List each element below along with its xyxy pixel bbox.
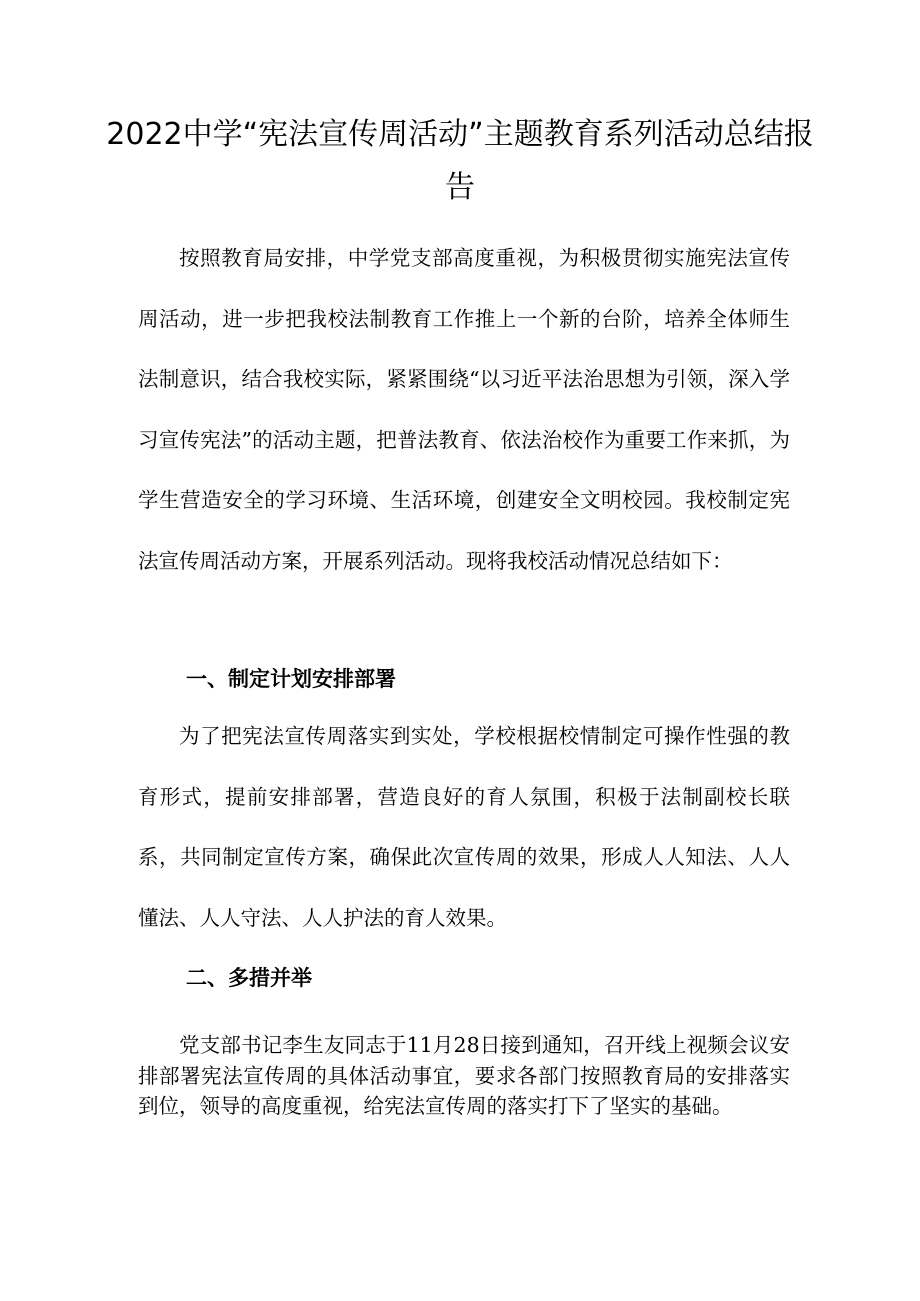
intro-paragraph: 按照教育局安排，中学党支部高度重视，为积极贯彻实施宪法宣传周活动，进一步把我校法制教育工作推上一个新的台阶，培养全体师生法制意识，结合我校实际，紧紧围绕“以习近平法治思想为引领，深入学习宣传宪法”的活动主题，把普法教育、依法治校作为重要工作来抓，为学生营造安全的学习环境、生活环境，创建安全文明校园。我校制定宪法宣传周活动方案，开展系列活动。现将我校活动情况总结如下：: [138, 246, 790, 573]
section-paragraph-measures: 党支部书记李生友同志于11月28日接到通知，召开线上视频会议安排部署宪法宣传周的具体活动事宜，要求各部门按照教育局的安排落实到位，领导的高度重视，给宪法宣传周的落实打下了坚实的基础。: [138, 1033, 790, 1118]
document-title: 2022中学“宪法宣传周活动”主题教育系列活动总结报告: [106, 117, 814, 205]
section-heading-plan: 一、制定计划安排部署: [186, 667, 396, 691]
section-paragraph-plan: 为了把宪法宣传周落实到实处，学校根据校情制定可操作性强的教育形式，提前安排部署，营造良好的育人氛围，积极于法制副校长联系，共同制定宣传方案，确保此次宣传周的效果，形成人人知法、人人懂法、人人守法、人人护法的育人效果。: [138, 724, 790, 930]
section-heading-measures: 二、多措并举: [186, 966, 312, 990]
